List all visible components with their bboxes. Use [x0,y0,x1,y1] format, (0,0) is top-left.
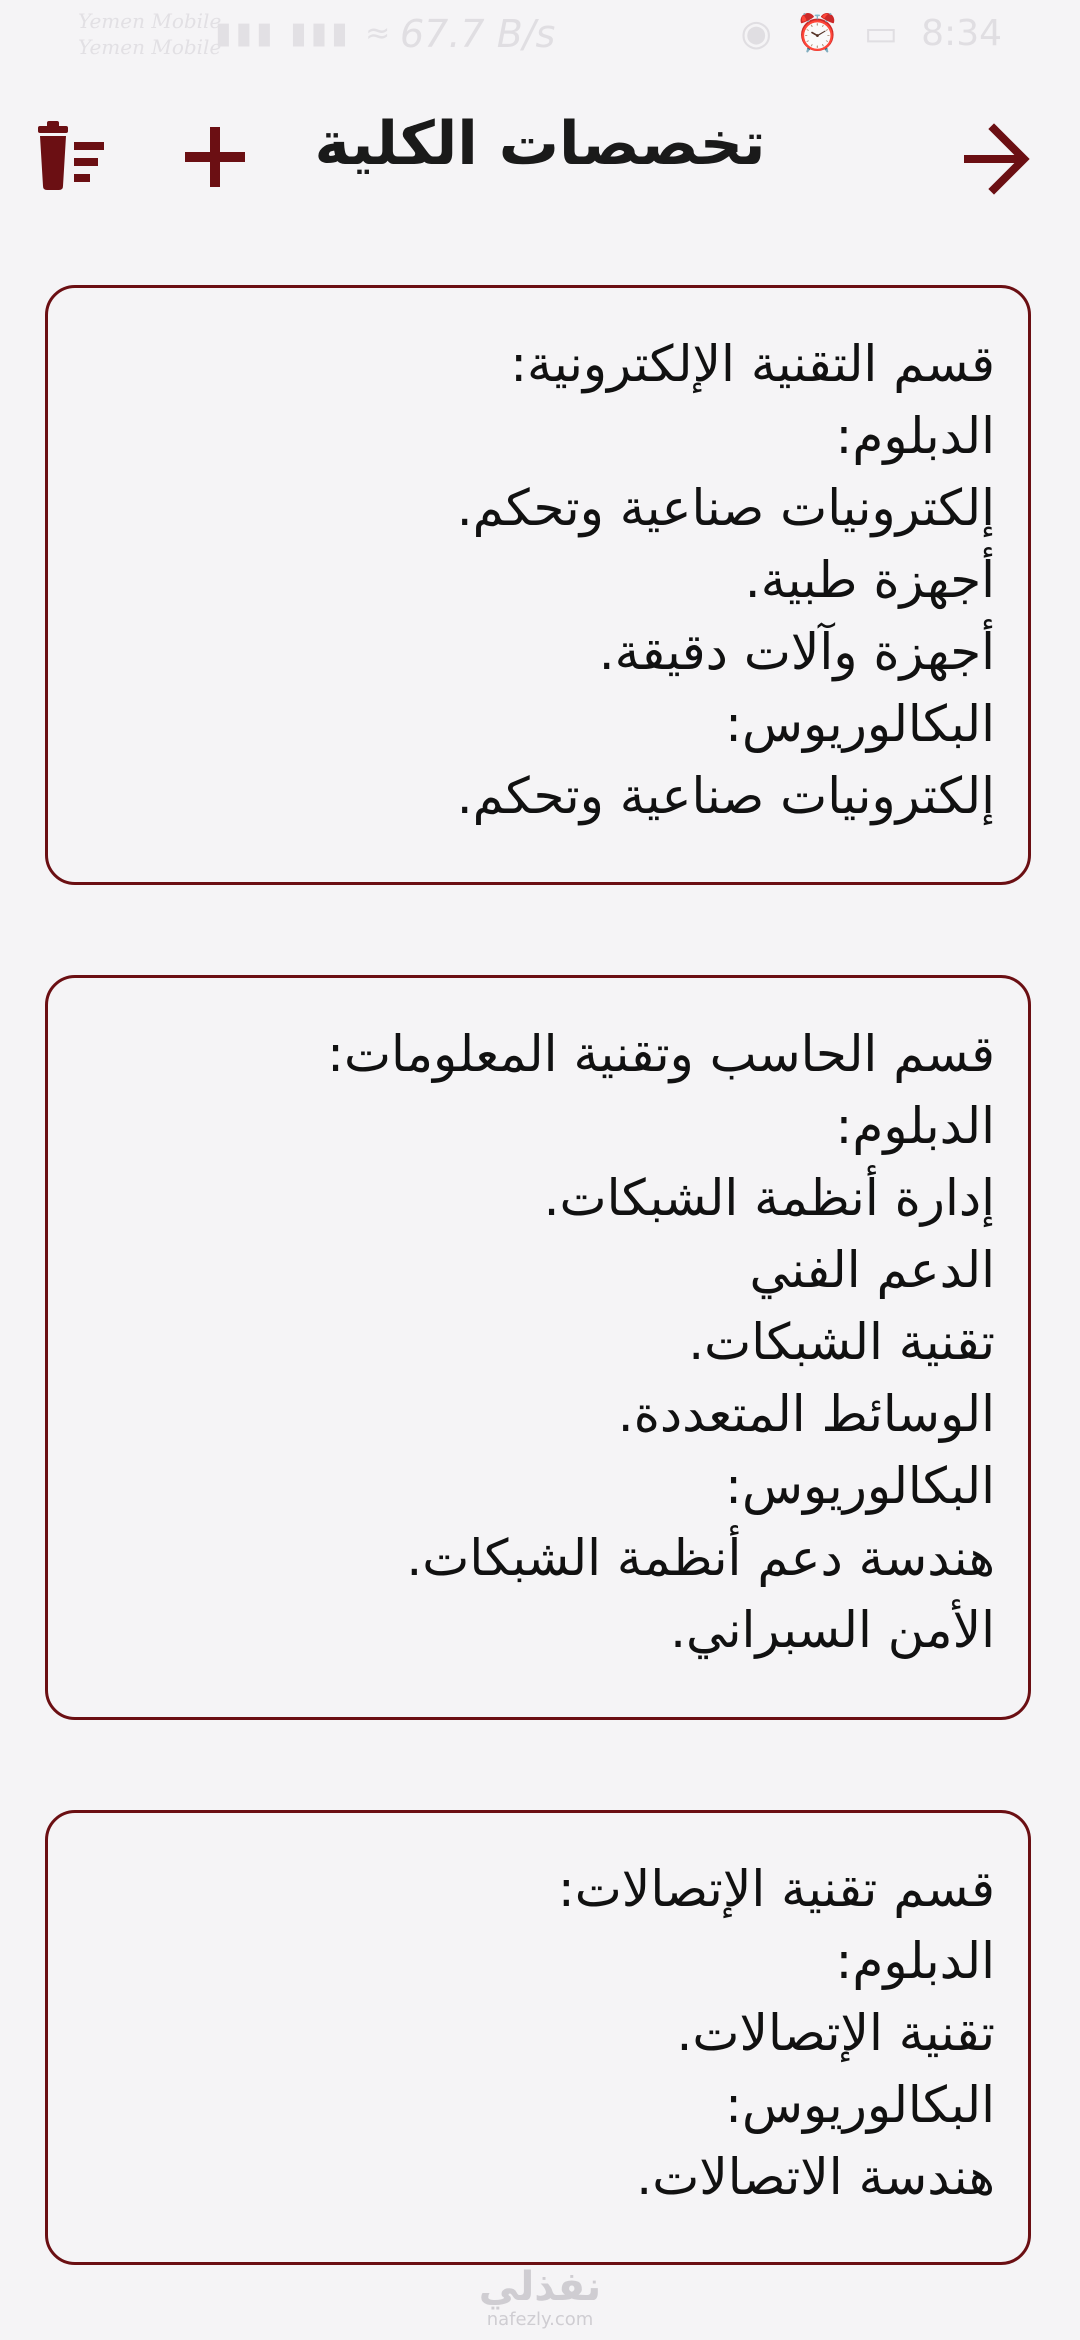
card-line: الوسائط المتعددة. [617,1385,995,1443]
status-right-group [729,12,1002,54]
eye-icon: ◉ [740,13,772,54]
watermark-latin: nafezly.com [486,2309,594,2330]
delete-all-button[interactable] [30,120,120,200]
card-line: الدعم الفني [749,1241,995,1299]
card-line: الدبلوم: [835,407,995,465]
card-line: قسم التقنية الإلكترونية: [510,335,995,393]
card-line: إلكترونيات صناعية وتحكم. [456,767,995,825]
card-line: البكالوريوس: [725,695,995,753]
card-line: إدارة أنظمة الشبكات. [543,1169,995,1227]
clock: 8:34 [921,13,1002,54]
card-line: إلكترونيات صناعية وتحكم. [456,479,995,537]
department-card-communications[interactable] [45,1810,1031,2265]
page-title: تخصصات الكلية [314,109,766,179]
watermark-arabic: نفذلي [478,2264,602,2310]
carrier-line-1: Yemen Mobile [78,9,222,33]
card-line: هندسة الاتصالات. [636,2148,995,2206]
card-line: الدبلوم: [835,1097,995,1155]
card-line: أجهزة وآلات دقيقة. [598,623,995,681]
department-card-electronics[interactable] [45,285,1031,885]
plus-icon [175,117,255,197]
carrier-label [78,8,221,60]
carrier-line-2: Yemen Mobile [78,35,222,59]
watermark [440,2265,640,2331]
card-line: قسم الحاسب وتقنية المعلومات: [327,1025,995,1083]
card-line: الأمن السبراني. [670,1601,995,1659]
back-button[interactable] [950,115,1040,205]
app-bar [0,95,1080,215]
alarm-icon: ⏰ [795,13,841,54]
network-speed: 67.7 B/s [400,12,556,56]
card-line: هندسة دعم أنظمة الشبكات. [406,1529,995,1587]
add-button[interactable] [175,117,255,197]
card-line: تقنية الإتصالات. [676,2004,995,2062]
card-line: قسم تقنية الإتصالات: [557,1860,995,1918]
department-card-computer[interactable] [45,975,1031,1720]
signal-icon: ▮▮▮ ▮▮▮ ≈ [215,16,395,51]
arrow-forward-icon [950,115,1040,205]
card-line: تقنية الشبكات. [688,1313,995,1371]
card-line: البكالوريوس: [725,1457,995,1515]
card-line: الدبلوم: [835,1932,995,1990]
battery-icon: ▭ [863,13,898,54]
delete-sweep-icon [30,120,120,200]
card-line: البكالوريوس: [725,2076,995,2134]
card-line: أجهزة طبية. [744,551,995,609]
status-bar [0,0,1080,70]
